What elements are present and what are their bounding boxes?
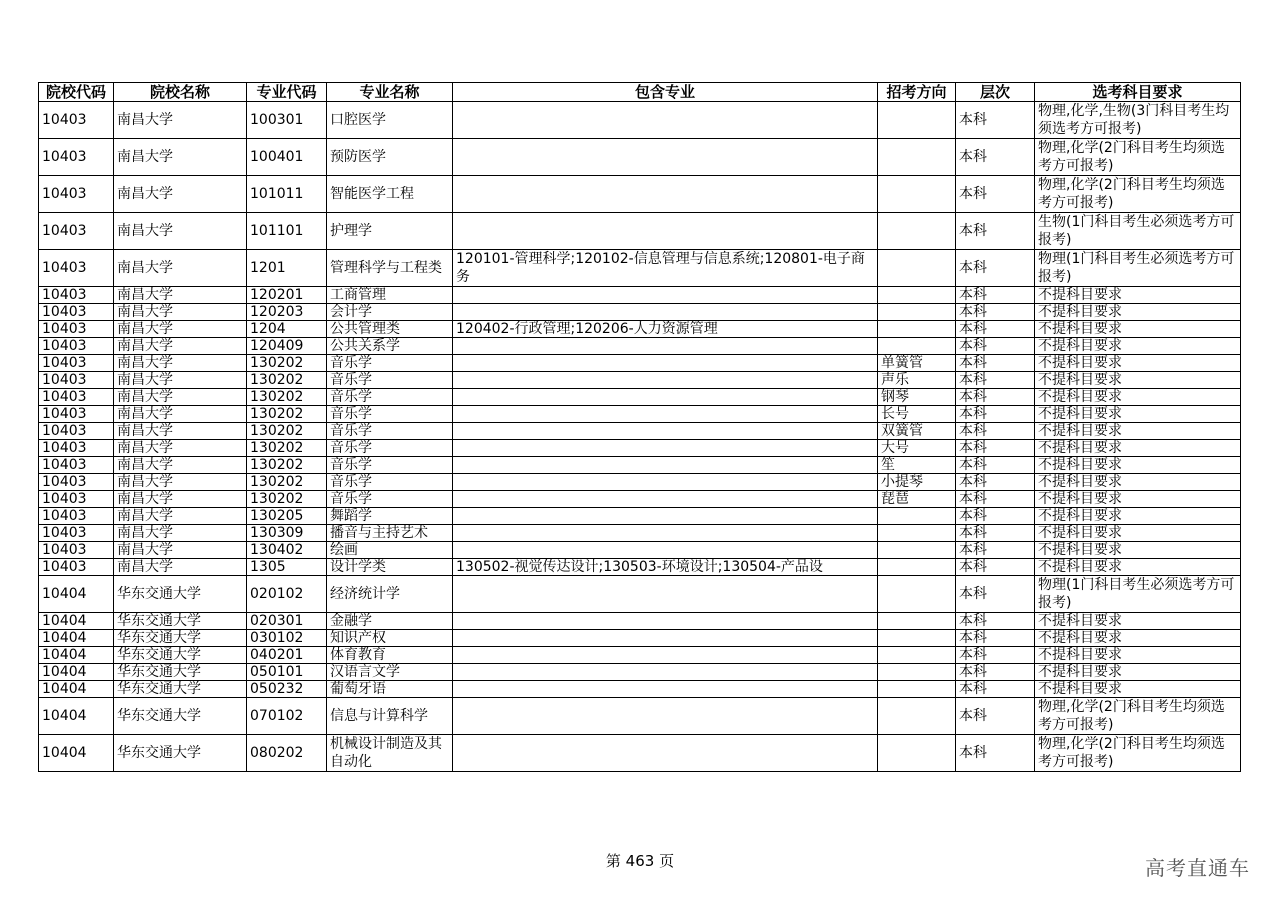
cell-direction: [878, 176, 956, 213]
cell-included-majors: [453, 139, 878, 176]
cell-school-code: 10403: [39, 372, 114, 389]
cell-included-majors: [453, 474, 878, 491]
table-row: [39, 250, 1241, 287]
cell-school-code: 10404: [39, 576, 114, 613]
cell-level: 本科: [956, 250, 1035, 287]
cell-major-code: 130402: [247, 542, 327, 559]
cell-direction: 琵琶: [878, 491, 956, 508]
cell-level: 本科: [956, 176, 1035, 213]
cell-school-name: 南昌大学: [114, 338, 247, 355]
cell-major-name: 知识产权: [327, 630, 453, 647]
cell-level: 本科: [956, 102, 1035, 139]
cell-school-name: 南昌大学: [114, 423, 247, 440]
cell-direction: [878, 630, 956, 647]
cell-subject-requirement: 不提科目要求: [1035, 559, 1241, 576]
cell-level: 本科: [956, 542, 1035, 559]
cell-school-name: 南昌大学: [114, 542, 247, 559]
cell-school-name: 华东交通大学: [114, 735, 247, 772]
cell-level: 本科: [956, 321, 1035, 338]
cell-subject-requirement: 不提科目要求: [1035, 338, 1241, 355]
cell-major-code: 1204: [247, 321, 327, 338]
cell-school-code: 10404: [39, 630, 114, 647]
cell-school-code: 10403: [39, 139, 114, 176]
cell-school-name: 南昌大学: [114, 250, 247, 287]
cell-school-code: 10403: [39, 491, 114, 508]
cell-included-majors: [453, 508, 878, 525]
cell-included-majors: [453, 176, 878, 213]
cell-major-code: 020301: [247, 613, 327, 630]
cell-school-code: 10403: [39, 508, 114, 525]
cell-major-code: 130202: [247, 372, 327, 389]
cell-subject-requirement: 不提科目要求: [1035, 508, 1241, 525]
cell-level: 本科: [956, 287, 1035, 304]
cell-major-code: 101011: [247, 176, 327, 213]
cell-subject-requirement: 不提科目要求: [1035, 321, 1241, 338]
cell-subject-requirement: 物理,化学(2门科目考生均须选考方可报考): [1035, 735, 1241, 772]
cell-major-code: 100301: [247, 102, 327, 139]
cell-subject-requirement: 不提科目要求: [1035, 389, 1241, 406]
cell-included-majors: [453, 647, 878, 664]
cell-major-name: 音乐学: [327, 406, 453, 423]
cell-subject-requirement: 不提科目要求: [1035, 457, 1241, 474]
cell-school-code: 10403: [39, 559, 114, 576]
cell-school-name: 华东交通大学: [114, 664, 247, 681]
cell-included-majors: [453, 735, 878, 772]
cell-subject-requirement: 物理,化学(2门科目考生均须选考方可报考): [1035, 176, 1241, 213]
cell-subject-requirement: 不提科目要求: [1035, 542, 1241, 559]
cell-included-majors: [453, 355, 878, 372]
table-row: [39, 372, 1241, 389]
cell-subject-requirement: 不提科目要求: [1035, 372, 1241, 389]
cell-level: 本科: [956, 457, 1035, 474]
cell-major-name: 管理科学与工程类: [327, 250, 453, 287]
cell-major-name: 体育教育: [327, 647, 453, 664]
table-row: [39, 406, 1241, 423]
cell-direction: [878, 647, 956, 664]
cell-major-code: 130202: [247, 406, 327, 423]
cell-major-code: 100401: [247, 139, 327, 176]
cell-major-code: 130202: [247, 457, 327, 474]
cell-included-majors: [453, 681, 878, 698]
table-row: [39, 491, 1241, 508]
header-level: 层次: [956, 83, 1035, 102]
cell-direction: 钢琴: [878, 389, 956, 406]
cell-school-name: 南昌大学: [114, 372, 247, 389]
cell-level: 本科: [956, 355, 1035, 372]
cell-subject-requirement: 不提科目要求: [1035, 406, 1241, 423]
table-row: [39, 321, 1241, 338]
cell-included-majors: 130502-视觉传达设计;130503-环境设计;130504-产品设: [453, 559, 878, 576]
cell-direction: 笙: [878, 457, 956, 474]
cell-school-name: 南昌大学: [114, 559, 247, 576]
table-row: [39, 287, 1241, 304]
cell-included-majors: 120402-行政管理;120206-人力资源管理: [453, 321, 878, 338]
cell-level: 本科: [956, 406, 1035, 423]
cell-school-code: 10404: [39, 698, 114, 735]
cell-included-majors: [453, 491, 878, 508]
cell-school-name: 南昌大学: [114, 389, 247, 406]
watermark: 高考直通车: [1145, 856, 1250, 880]
cell-direction: 长号: [878, 406, 956, 423]
table-row: [39, 681, 1241, 698]
cell-school-code: 10403: [39, 389, 114, 406]
cell-major-code: 1305: [247, 559, 327, 576]
cell-major-name: 金融学: [327, 613, 453, 630]
cell-major-code: 130202: [247, 440, 327, 457]
cell-major-code: 1201: [247, 250, 327, 287]
table-row: [39, 542, 1241, 559]
cell-direction: [878, 735, 956, 772]
cell-level: 本科: [956, 338, 1035, 355]
table-row: [39, 457, 1241, 474]
cell-direction: 大号: [878, 440, 956, 457]
cell-major-name: 经济统计学: [327, 576, 453, 613]
cell-direction: [878, 139, 956, 176]
cell-subject-requirement: 不提科目要求: [1035, 355, 1241, 372]
cell-major-code: 130309: [247, 525, 327, 542]
cell-level: 本科: [956, 213, 1035, 250]
table-row: [39, 304, 1241, 321]
cell-school-code: 10403: [39, 355, 114, 372]
cell-school-name: 南昌大学: [114, 176, 247, 213]
cell-school-name: 南昌大学: [114, 213, 247, 250]
table-row: [39, 338, 1241, 355]
cell-major-code: 040201: [247, 647, 327, 664]
cell-subject-requirement: 物理,化学(2门科目考生均须选考方可报考): [1035, 698, 1241, 735]
table-row: [39, 630, 1241, 647]
header-school-name: 院校名称: [114, 83, 247, 102]
table-row: [39, 613, 1241, 630]
cell-major-name: 护理学: [327, 213, 453, 250]
header-school-code: 院校代码: [39, 83, 114, 102]
cell-included-majors: [453, 213, 878, 250]
cell-major-name: 音乐学: [327, 355, 453, 372]
cell-major-name: 工商管理: [327, 287, 453, 304]
cell-level: 本科: [956, 139, 1035, 176]
cell-included-majors: [453, 664, 878, 681]
cell-level: 本科: [956, 698, 1035, 735]
cell-subject-requirement: 不提科目要求: [1035, 681, 1241, 698]
cell-major-name: 公共管理类: [327, 321, 453, 338]
cell-major-name: 预防医学: [327, 139, 453, 176]
cell-school-name: 南昌大学: [114, 406, 247, 423]
cell-level: 本科: [956, 423, 1035, 440]
table-row: [39, 389, 1241, 406]
cell-level: 本科: [956, 372, 1035, 389]
cell-school-name: 南昌大学: [114, 525, 247, 542]
cell-included-majors: [453, 423, 878, 440]
table-row: [39, 440, 1241, 457]
page-number: 第 463 页: [605, 852, 675, 870]
table-row: [39, 576, 1241, 613]
table-row: [39, 647, 1241, 664]
cell-major-name: 汉语言文学: [327, 664, 453, 681]
cell-level: 本科: [956, 559, 1035, 576]
cell-direction: [878, 304, 956, 321]
table-row: [39, 139, 1241, 176]
cell-school-name: 南昌大学: [114, 355, 247, 372]
cell-major-code: 020102: [247, 576, 327, 613]
cell-major-name: 音乐学: [327, 389, 453, 406]
cell-subject-requirement: 不提科目要求: [1035, 304, 1241, 321]
cell-direction: [878, 321, 956, 338]
cell-school-name: 南昌大学: [114, 102, 247, 139]
cell-school-code: 10403: [39, 304, 114, 321]
admission-table: [38, 82, 1241, 772]
cell-subject-requirement: 物理(1门科目考生必须选考方可报考): [1035, 576, 1241, 613]
cell-major-code: 120203: [247, 304, 327, 321]
cell-school-code: 10403: [39, 440, 114, 457]
cell-school-name: 南昌大学: [114, 304, 247, 321]
cell-major-name: 音乐学: [327, 474, 453, 491]
table-row: [39, 508, 1241, 525]
cell-subject-requirement: 不提科目要求: [1035, 440, 1241, 457]
cell-major-name: 音乐学: [327, 491, 453, 508]
table-row: [39, 423, 1241, 440]
cell-direction: 声乐: [878, 372, 956, 389]
table-row: [39, 735, 1241, 772]
cell-school-code: 10403: [39, 542, 114, 559]
table-row: [39, 213, 1241, 250]
cell-included-majors: 120101-管理科学;120102-信息管理与信息系统;120801-电子商务: [453, 250, 878, 287]
cell-major-code: 130202: [247, 491, 327, 508]
cell-direction: [878, 525, 956, 542]
cell-school-code: 10404: [39, 735, 114, 772]
cell-included-majors: [453, 630, 878, 647]
cell-subject-requirement: 物理,化学(2门科目考生均须选考方可报考): [1035, 139, 1241, 176]
cell-school-code: 10403: [39, 457, 114, 474]
cell-direction: [878, 576, 956, 613]
cell-direction: [878, 102, 956, 139]
cell-school-name: 华东交通大学: [114, 613, 247, 630]
cell-major-name: 机械设计制造及其自动化: [327, 735, 453, 772]
cell-major-name: 音乐学: [327, 440, 453, 457]
cell-major-code: 050232: [247, 681, 327, 698]
cell-direction: 小提琴: [878, 474, 956, 491]
cell-major-name: 音乐学: [327, 457, 453, 474]
cell-direction: 双簧管: [878, 423, 956, 440]
cell-school-code: 10403: [39, 474, 114, 491]
cell-school-name: 华东交通大学: [114, 576, 247, 613]
cell-school-name: 华东交通大学: [114, 647, 247, 664]
header-direction: 招考方向: [878, 83, 956, 102]
cell-subject-requirement: 不提科目要求: [1035, 287, 1241, 304]
cell-included-majors: [453, 406, 878, 423]
cell-major-name: 设计学类: [327, 559, 453, 576]
cell-direction: [878, 250, 956, 287]
cell-included-majors: [453, 102, 878, 139]
cell-school-name: 华东交通大学: [114, 630, 247, 647]
cell-school-name: 南昌大学: [114, 491, 247, 508]
cell-major-name: 智能医学工程: [327, 176, 453, 213]
cell-school-code: 10404: [39, 613, 114, 630]
cell-included-majors: [453, 576, 878, 613]
cell-direction: [878, 213, 956, 250]
cell-included-majors: [453, 525, 878, 542]
cell-school-name: 南昌大学: [114, 440, 247, 457]
header-included-majors: 包含专业: [453, 83, 878, 102]
cell-level: 本科: [956, 735, 1035, 772]
cell-subject-requirement: 不提科目要求: [1035, 664, 1241, 681]
cell-major-code: 130202: [247, 355, 327, 372]
cell-major-code: 130205: [247, 508, 327, 525]
cell-school-name: 南昌大学: [114, 321, 247, 338]
cell-school-code: 10403: [39, 406, 114, 423]
cell-school-code: 10403: [39, 213, 114, 250]
cell-level: 本科: [956, 664, 1035, 681]
cell-level: 本科: [956, 525, 1035, 542]
cell-school-name: 南昌大学: [114, 287, 247, 304]
cell-major-code: 120409: [247, 338, 327, 355]
cell-major-name: 葡萄牙语: [327, 681, 453, 698]
cell-major-name: 绘画: [327, 542, 453, 559]
cell-school-name: 南昌大学: [114, 139, 247, 176]
cell-major-code: 101101: [247, 213, 327, 250]
cell-school-name: 南昌大学: [114, 457, 247, 474]
cell-major-name: 公共关系学: [327, 338, 453, 355]
cell-major-name: 播音与主持艺术: [327, 525, 453, 542]
cell-school-code: 10403: [39, 102, 114, 139]
cell-direction: 单簧管: [878, 355, 956, 372]
cell-subject-requirement: 物理,化学,生物(3门科目考生均须选考方可报考): [1035, 102, 1241, 139]
cell-major-code: 080202: [247, 735, 327, 772]
cell-school-code: 10404: [39, 681, 114, 698]
cell-major-code: 130202: [247, 389, 327, 406]
cell-level: 本科: [956, 630, 1035, 647]
cell-school-code: 10403: [39, 321, 114, 338]
cell-direction: [878, 338, 956, 355]
header-major-code: 专业代码: [247, 83, 327, 102]
cell-major-name: 会计学: [327, 304, 453, 321]
cell-school-name: 南昌大学: [114, 474, 247, 491]
cell-level: 本科: [956, 681, 1035, 698]
cell-direction: [878, 698, 956, 735]
table-row: [39, 698, 1241, 735]
cell-direction: [878, 613, 956, 630]
cell-major-code: 050101: [247, 664, 327, 681]
cell-major-name: 音乐学: [327, 372, 453, 389]
cell-school-code: 10403: [39, 525, 114, 542]
table-row: [39, 355, 1241, 372]
cell-subject-requirement: 不提科目要求: [1035, 647, 1241, 664]
cell-school-code: 10403: [39, 287, 114, 304]
cell-level: 本科: [956, 647, 1035, 664]
cell-level: 本科: [956, 389, 1035, 406]
cell-level: 本科: [956, 491, 1035, 508]
cell-major-name: 舞蹈学: [327, 508, 453, 525]
cell-level: 本科: [956, 576, 1035, 613]
cell-subject-requirement: 不提科目要求: [1035, 630, 1241, 647]
cell-level: 本科: [956, 474, 1035, 491]
cell-subject-requirement: 不提科目要求: [1035, 423, 1241, 440]
cell-included-majors: [453, 372, 878, 389]
cell-school-code: 10403: [39, 250, 114, 287]
cell-major-name: 音乐学: [327, 423, 453, 440]
cell-major-name: 口腔医学: [327, 102, 453, 139]
cell-school-code: 10403: [39, 176, 114, 213]
cell-major-code: 130202: [247, 423, 327, 440]
cell-major-code: 120201: [247, 287, 327, 304]
cell-included-majors: [453, 287, 878, 304]
cell-school-name: 南昌大学: [114, 508, 247, 525]
cell-direction: [878, 508, 956, 525]
cell-subject-requirement: 不提科目要求: [1035, 613, 1241, 630]
cell-direction: [878, 664, 956, 681]
cell-school-code: 10403: [39, 423, 114, 440]
cell-included-majors: [453, 389, 878, 406]
header-major-name: 专业名称: [327, 83, 453, 102]
cell-major-code: 070102: [247, 698, 327, 735]
cell-included-majors: [453, 440, 878, 457]
cell-subject-requirement: 不提科目要求: [1035, 474, 1241, 491]
cell-level: 本科: [956, 613, 1035, 630]
cell-direction: [878, 681, 956, 698]
cell-direction: [878, 287, 956, 304]
cell-included-majors: [453, 613, 878, 630]
cell-included-majors: [453, 304, 878, 321]
cell-school-code: 10404: [39, 664, 114, 681]
cell-included-majors: [453, 542, 878, 559]
cell-school-name: 华东交通大学: [114, 681, 247, 698]
cell-included-majors: [453, 698, 878, 735]
table-row: [39, 102, 1241, 139]
table-row: [39, 176, 1241, 213]
table-row: [39, 664, 1241, 681]
table-header-row: [39, 83, 1241, 102]
cell-level: 本科: [956, 440, 1035, 457]
cell-level: 本科: [956, 304, 1035, 321]
cell-school-code: 10404: [39, 647, 114, 664]
cell-subject-requirement: 不提科目要求: [1035, 491, 1241, 508]
table-row: [39, 474, 1241, 491]
cell-major-name: 信息与计算科学: [327, 698, 453, 735]
table-row: [39, 559, 1241, 576]
cell-subject-requirement: 物理(1门科目考生必须选考方可报考): [1035, 250, 1241, 287]
cell-major-code: 030102: [247, 630, 327, 647]
cell-included-majors: [453, 338, 878, 355]
cell-level: 本科: [956, 508, 1035, 525]
cell-major-code: 130202: [247, 474, 327, 491]
table-row: [39, 525, 1241, 542]
cell-subject-requirement: 生物(1门科目考生必须选考方可报考): [1035, 213, 1241, 250]
cell-school-code: 10403: [39, 338, 114, 355]
cell-direction: [878, 559, 956, 576]
cell-school-name: 华东交通大学: [114, 698, 247, 735]
cell-direction: [878, 542, 956, 559]
table-body: [39, 102, 1241, 772]
header-subject-requirement: 选考科目要求: [1035, 83, 1241, 102]
cell-subject-requirement: 不提科目要求: [1035, 525, 1241, 542]
cell-included-majors: [453, 457, 878, 474]
